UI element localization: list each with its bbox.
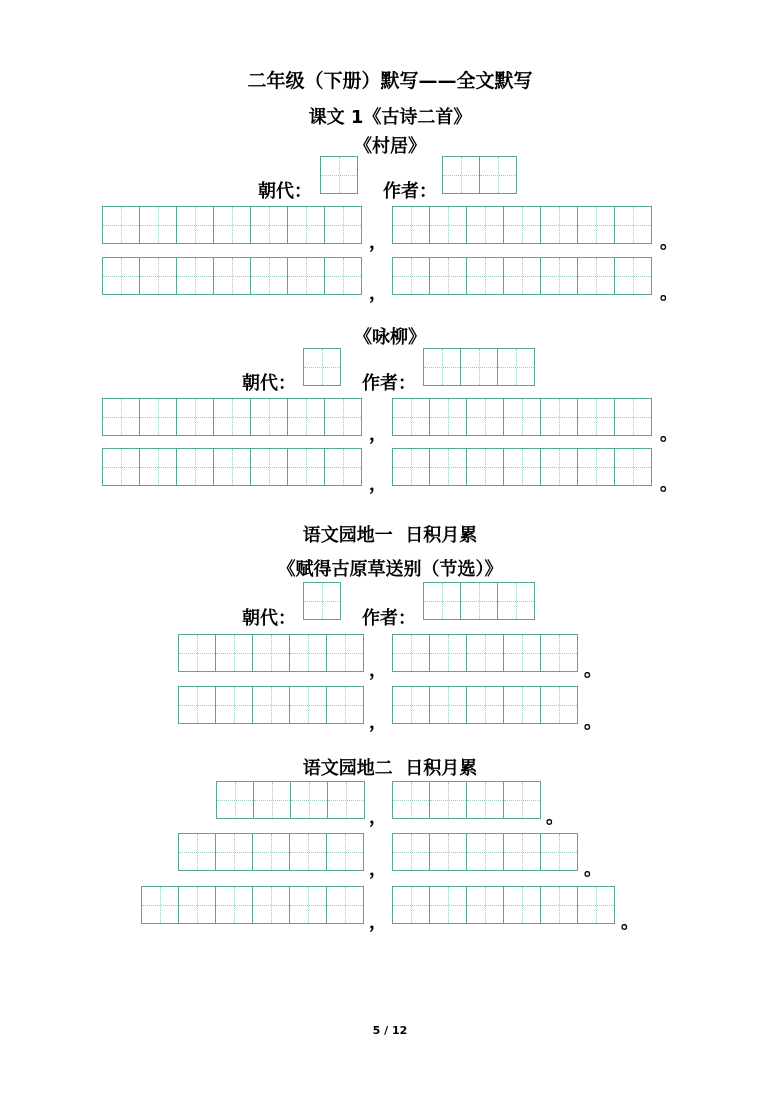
writing-cell[interactable] [429, 781, 467, 819]
writing-cell[interactable] [392, 686, 430, 724]
writing-cell[interactable] [540, 686, 578, 724]
writing-cell[interactable] [577, 448, 615, 486]
writing-cell[interactable] [392, 206, 430, 244]
period-mark: 。 [660, 474, 678, 495]
writing-cell[interactable] [326, 686, 364, 724]
writing-cell[interactable] [460, 348, 498, 386]
writing-cell[interactable] [250, 398, 288, 436]
writing-cell[interactable] [614, 448, 652, 486]
comma-mark: ， [369, 912, 387, 933]
period-mark: 。 [584, 859, 602, 880]
writing-cell[interactable] [442, 156, 480, 194]
writing-cell[interactable] [303, 348, 341, 386]
writing-cell[interactable] [289, 833, 327, 871]
writing-cell[interactable] [215, 833, 253, 871]
writing-cell[interactable] [577, 206, 615, 244]
verse-grid[interactable] [392, 886, 614, 924]
writing-cell[interactable] [215, 634, 253, 672]
verse-grid[interactable] [178, 833, 363, 871]
writing-cell[interactable] [289, 686, 327, 724]
verse-grid[interactable] [392, 781, 540, 819]
writing-cell[interactable] [540, 206, 578, 244]
writing-cell[interactable] [327, 781, 365, 819]
writing-cell[interactable] [503, 257, 541, 295]
writing-cell[interactable] [392, 833, 430, 871]
writing-cell[interactable] [429, 833, 467, 871]
writing-cell[interactable] [429, 206, 467, 244]
writing-cell[interactable] [215, 886, 253, 924]
comma-mark: ， [369, 474, 387, 495]
writing-cell[interactable] [503, 398, 541, 436]
dynasty-answer-grid[interactable] [303, 348, 340, 386]
writing-cell[interactable] [290, 781, 328, 819]
dynasty-label: 朝代： [258, 181, 312, 202]
writing-cell[interactable] [466, 886, 504, 924]
writing-cell[interactable] [503, 833, 541, 871]
dynasty-label: 朝代： [242, 373, 296, 394]
writing-cell[interactable] [324, 257, 362, 295]
writing-cell[interactable] [577, 257, 615, 295]
comma-mark: ， [369, 283, 387, 304]
writing-cell[interactable] [326, 634, 364, 672]
writing-cell[interactable] [102, 206, 140, 244]
writing-cell[interactable] [497, 582, 535, 620]
writing-cell[interactable] [540, 833, 578, 871]
writing-cell[interactable] [392, 886, 430, 924]
period-mark: 。 [621, 912, 639, 933]
writing-cell[interactable] [252, 886, 290, 924]
period-mark: 。 [584, 660, 602, 681]
writing-cell[interactable] [178, 886, 216, 924]
writing-cell[interactable] [466, 686, 504, 724]
writing-cell[interactable] [614, 398, 652, 436]
writing-cell[interactable] [289, 634, 327, 672]
writing-cell[interactable] [176, 206, 214, 244]
writing-cell[interactable] [250, 257, 288, 295]
writing-cell[interactable] [176, 257, 214, 295]
verse-grid[interactable] [102, 398, 361, 436]
writing-cell[interactable] [178, 686, 216, 724]
writing-cell[interactable] [429, 686, 467, 724]
writing-cell[interactable] [324, 448, 362, 486]
page-number: 5 / 12 [372, 1024, 408, 1037]
writing-cell[interactable] [423, 348, 461, 386]
writing-cell[interactable] [614, 206, 652, 244]
writing-cell[interactable] [141, 886, 179, 924]
writing-cell[interactable] [326, 886, 364, 924]
verse-grid[interactable] [178, 634, 363, 672]
writing-cell[interactable] [176, 448, 214, 486]
poem-title-yongliu: 《咏柳》 [354, 327, 426, 348]
writing-cell[interactable] [479, 156, 517, 194]
dynasty-label: 朝代： [242, 608, 296, 629]
writing-cell[interactable] [503, 886, 541, 924]
writing-cell[interactable] [614, 257, 652, 295]
writing-cell[interactable] [215, 686, 253, 724]
writing-cell[interactable] [540, 634, 578, 672]
writing-cell[interactable] [503, 206, 541, 244]
writing-cell[interactable] [213, 448, 251, 486]
writing-cell[interactable] [540, 886, 578, 924]
writing-cell[interactable] [178, 634, 216, 672]
writing-cell[interactable] [503, 781, 541, 819]
writing-cell[interactable] [252, 634, 290, 672]
writing-cell[interactable] [503, 448, 541, 486]
writing-cell[interactable] [540, 448, 578, 486]
writing-cell[interactable] [503, 686, 541, 724]
verse-grid[interactable] [392, 686, 577, 724]
writing-cell[interactable] [102, 398, 140, 436]
lesson-heading: 课文 1《古诗二首》 [308, 107, 472, 128]
period-mark: 。 [546, 807, 564, 828]
writing-cell[interactable] [287, 398, 325, 436]
writing-cell[interactable] [216, 781, 254, 819]
writing-cell[interactable] [178, 833, 216, 871]
section-heading-garden2: 语文园地二 日积月累 [302, 758, 478, 779]
section-heading-garden1: 语文园地一 日积月累 [302, 525, 478, 546]
writing-cell[interactable] [392, 398, 430, 436]
writing-cell[interactable] [139, 257, 177, 295]
writing-cell[interactable] [250, 206, 288, 244]
writing-cell[interactable] [577, 398, 615, 436]
writing-cell[interactable] [102, 448, 140, 486]
writing-cell[interactable] [176, 398, 214, 436]
author-answer-grid[interactable] [442, 156, 516, 194]
poem-title-cunju: 《村居》 [354, 136, 426, 157]
writing-cell[interactable] [326, 833, 364, 871]
author-answer-grid[interactable] [423, 348, 534, 386]
author-label: 作者： [362, 608, 416, 629]
writing-cell[interactable] [466, 398, 504, 436]
writing-cell[interactable] [213, 398, 251, 436]
writing-cell[interactable] [289, 886, 327, 924]
writing-cell[interactable] [392, 448, 430, 486]
writing-cell[interactable] [392, 257, 430, 295]
verse-grid[interactable] [392, 257, 651, 295]
writing-cell[interactable] [466, 781, 504, 819]
writing-cell[interactable] [324, 398, 362, 436]
author-answer-grid[interactable] [423, 582, 534, 620]
writing-cell[interactable] [540, 398, 578, 436]
verse-grid[interactable] [392, 448, 651, 486]
author-label: 作者： [383, 181, 437, 202]
writing-cell[interactable] [429, 398, 467, 436]
comma-mark: ， [369, 712, 387, 733]
dynasty-answer-grid[interactable] [320, 156, 357, 194]
comma-mark: ， [369, 660, 387, 681]
writing-cell[interactable] [429, 634, 467, 672]
comma-mark: ， [369, 859, 387, 880]
dynasty-answer-grid[interactable] [303, 582, 340, 620]
verse-grid[interactable] [178, 686, 363, 724]
period-mark: 。 [660, 283, 678, 304]
writing-cell[interactable] [577, 886, 615, 924]
writing-cell[interactable] [466, 257, 504, 295]
writing-cell[interactable] [466, 206, 504, 244]
writing-cell[interactable] [466, 448, 504, 486]
writing-cell[interactable] [503, 634, 541, 672]
author-label: 作者： [362, 373, 416, 394]
writing-cell[interactable] [320, 156, 358, 194]
verse-grid[interactable] [392, 206, 651, 244]
writing-cell[interactable] [287, 206, 325, 244]
writing-cell[interactable] [429, 448, 467, 486]
writing-cell[interactable] [466, 833, 504, 871]
writing-cell[interactable] [102, 257, 140, 295]
verse-grid[interactable] [392, 634, 577, 672]
writing-cell[interactable] [460, 582, 498, 620]
writing-cell[interactable] [324, 206, 362, 244]
writing-cell[interactable] [213, 257, 251, 295]
writing-cell[interactable] [139, 448, 177, 486]
verse-grid[interactable] [102, 257, 361, 295]
writing-cell[interactable] [253, 781, 291, 819]
verse-grid[interactable] [141, 886, 363, 924]
writing-cell[interactable] [429, 257, 467, 295]
writing-cell[interactable] [392, 634, 430, 672]
writing-cell[interactable] [213, 206, 251, 244]
period-mark: 。 [584, 712, 602, 733]
verse-grid[interactable] [102, 448, 361, 486]
writing-cell[interactable] [252, 686, 290, 724]
verse-grid[interactable] [102, 206, 361, 244]
verse-grid[interactable] [392, 833, 577, 871]
writing-cell[interactable] [287, 448, 325, 486]
writing-cell[interactable] [303, 582, 341, 620]
comma-mark: ， [369, 424, 387, 445]
period-mark: 。 [660, 232, 678, 253]
poem-title-fudegu: 《赋得古原草送别（节选）》 [277, 559, 503, 580]
verse-grid[interactable] [216, 781, 364, 819]
writing-cell[interactable] [139, 398, 177, 436]
comma-mark: ， [369, 807, 387, 828]
writing-cell[interactable] [423, 582, 461, 620]
writing-cell[interactable] [429, 886, 467, 924]
writing-cell[interactable] [252, 833, 290, 871]
writing-cell[interactable] [497, 348, 535, 386]
writing-cell[interactable] [250, 448, 288, 486]
writing-cell[interactable] [392, 781, 430, 819]
comma-mark: ， [369, 232, 387, 253]
writing-cell[interactable] [540, 257, 578, 295]
period-mark: 。 [660, 424, 678, 445]
writing-cell[interactable] [466, 634, 504, 672]
verse-grid[interactable] [392, 398, 651, 436]
writing-cell[interactable] [287, 257, 325, 295]
page-title: 二年级（下册）默写——全文默写 [247, 70, 533, 92]
writing-cell[interactable] [139, 206, 177, 244]
